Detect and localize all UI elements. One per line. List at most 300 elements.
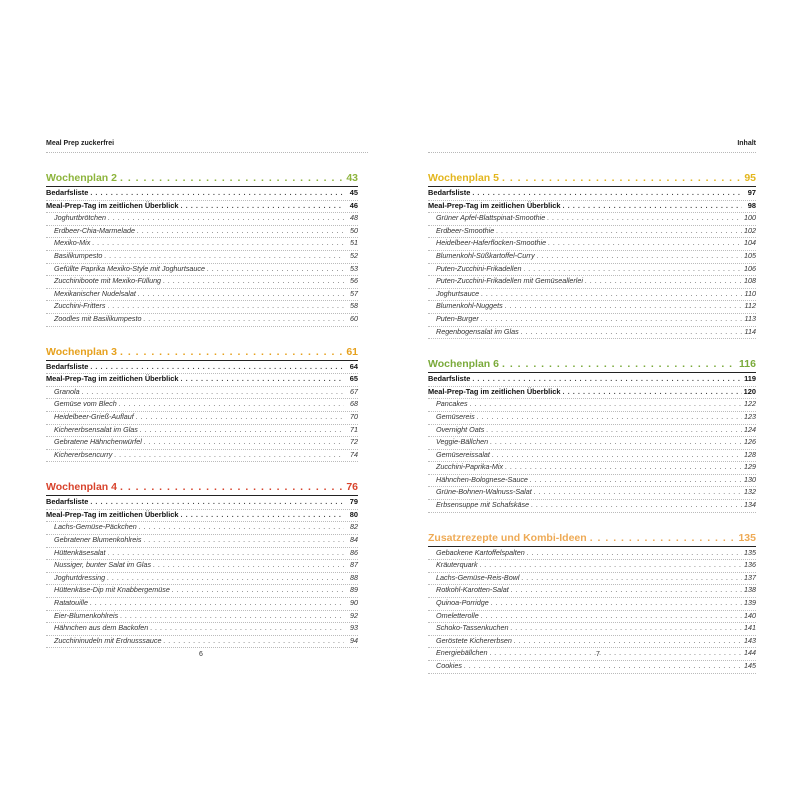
- toc-section-title: Wochenplan 4: [46, 481, 117, 494]
- toc-entry-page: 90: [350, 598, 358, 608]
- toc-entry-page: 84: [350, 535, 358, 545]
- toc-section-heading[interactable]: [46, 172, 358, 185]
- toc-entry-title: Heidelbeer-Grieß-Auflauf: [54, 411, 134, 421]
- toc-entry-title: Schoko-Tassenkuchen: [436, 623, 509, 633]
- toc-entry-page: 82: [350, 522, 358, 532]
- toc-entry-page: 50: [350, 225, 358, 235]
- toc-entry-page: 145: [744, 661, 756, 670]
- toc-section-heading[interactable]: [46, 346, 358, 359]
- dot-leader: [481, 314, 742, 323]
- toc-entry-recipe[interactable]: [428, 327, 756, 339]
- dot-leader: [480, 560, 742, 569]
- dot-leader: [502, 172, 741, 184]
- toc-entry-recipe[interactable]: [46, 301, 358, 313]
- toc-entry-recipe[interactable]: [46, 276, 358, 288]
- entry-divider: [46, 326, 358, 327]
- toc-entry-recipe[interactable]: [428, 238, 756, 250]
- section-divider: [46, 186, 358, 187]
- toc-entry-main[interactable]: [428, 201, 756, 213]
- toc-entry-page: 51: [350, 238, 358, 248]
- toc-section-page: 61: [346, 345, 358, 358]
- toc-entry-title: Hähnchen aus dem Backofen: [54, 623, 149, 633]
- toc-entry-page: 108: [744, 276, 756, 286]
- toc-entry-recipe[interactable]: [428, 213, 756, 225]
- toc-entry-recipe[interactable]: [428, 450, 756, 462]
- dot-leader: [527, 548, 742, 557]
- toc-entry-recipe[interactable]: [46, 264, 358, 276]
- toc-entry-title: Puten-Zucchini-Frikadellen: [436, 263, 522, 273]
- toc-section-page: 95: [744, 172, 756, 184]
- toc-entry-title: Zoodles mit Basilikumpesto: [54, 313, 142, 323]
- toc-section-page: 43: [346, 172, 358, 184]
- entry-divider: [428, 673, 756, 674]
- toc-entry-page: 114: [744, 326, 756, 336]
- toc-entry-title: Gebackene Kartoffelspalten: [436, 547, 525, 557]
- toc-entry-page: 46: [349, 200, 358, 210]
- toc-entry-main[interactable]: [46, 188, 358, 200]
- toc-entry-page: 94: [350, 635, 358, 645]
- toc-entry-title: Energiebällchen: [436, 648, 488, 658]
- toc-entry-page: 64: [349, 361, 358, 371]
- dot-leader: [472, 374, 742, 383]
- toc-entry-title: Gefüllte Paprika Mexiko-Style mit Joghurtsauce: [54, 263, 206, 273]
- toc-entry-page: 105: [744, 250, 756, 260]
- toc-entry-page: 93: [350, 623, 358, 633]
- toc-entry-page: 139: [744, 598, 756, 608]
- toc-entry-page: 136: [744, 560, 756, 570]
- toc-entry-recipe[interactable]: [46, 289, 358, 301]
- toc-entry-recipe[interactable]: [46, 522, 358, 534]
- toc-entry-recipe[interactable]: [428, 425, 756, 437]
- toc-entry-page: 104: [744, 238, 756, 248]
- toc-section-page: 116: [739, 358, 756, 371]
- toc-entry-recipe[interactable]: [428, 648, 756, 660]
- toc-entry-recipe[interactable]: [428, 500, 756, 512]
- toc-entry-title: Mexikanischer Nudelsalat: [54, 288, 136, 298]
- dot-leader: [563, 201, 742, 210]
- toc-entry-page: 74: [350, 449, 358, 459]
- toc-entry-page: 120: [743, 386, 756, 396]
- toc-entry-recipe[interactable]: [428, 399, 756, 411]
- dot-leader: [104, 251, 344, 260]
- toc-entry-title: Pancakes: [436, 399, 468, 409]
- toc-entry-page: 138: [744, 585, 756, 595]
- toc-entry-title: Kichererbsencurry: [54, 449, 113, 459]
- entry-divider: [46, 461, 358, 462]
- dot-leader: [143, 314, 344, 323]
- toc-entry-recipe[interactable]: [428, 636, 756, 648]
- toc-entry-title: Bedarfsliste: [428, 188, 471, 197]
- dot-leader: [511, 585, 742, 594]
- dot-leader: [172, 585, 344, 594]
- toc-entry-title: Puten-Zucchini-Frikadellen mit Gemüseallerlei: [436, 276, 583, 286]
- dot-leader: [470, 399, 742, 408]
- toc-entry-title: Heidelbeer-Haferflocken-Smoothie: [436, 238, 547, 248]
- toc-entry-page: 57: [350, 288, 358, 298]
- toc-entry-recipe[interactable]: [428, 314, 756, 326]
- header-divider: [46, 152, 368, 153]
- toc-entry-title: Gemüsereis: [436, 411, 475, 421]
- toc-entry-title: Bedarfsliste: [46, 497, 89, 507]
- toc-entry-title: Bedarfsliste: [428, 374, 471, 384]
- dot-leader: [82, 387, 344, 396]
- toc-entry-page: 97: [747, 188, 756, 197]
- dot-leader: [477, 412, 742, 421]
- toc-column-right: [428, 172, 756, 674]
- page-number-left: 6: [199, 651, 203, 658]
- toc-entry-page: 86: [350, 547, 358, 557]
- dot-leader: [505, 462, 742, 471]
- toc-entry-page: 72: [350, 437, 358, 447]
- dot-leader: [181, 374, 344, 383]
- toc-entry-title: Gemüsereissalat: [436, 449, 490, 459]
- toc-entry-page: 68: [350, 399, 358, 409]
- toc-entry-recipe[interactable]: [428, 251, 756, 263]
- toc-entry-page: 87: [350, 560, 358, 570]
- toc-entry-title: Geröstete Kichererbsen: [436, 635, 512, 645]
- toc-entry-page: 52: [350, 250, 358, 260]
- dot-leader: [137, 226, 344, 235]
- dot-leader: [505, 301, 742, 310]
- toc-entry-title: Veggie-Bällchen: [436, 437, 489, 447]
- dot-leader: [120, 481, 343, 493]
- toc-entry-page: 130: [744, 474, 756, 484]
- dot-leader: [481, 289, 742, 298]
- toc-entry-recipe[interactable]: [428, 475, 756, 487]
- toc-entry-title: Erdbeer-Chia-Marmelade: [54, 225, 135, 235]
- toc-entry-recipe[interactable]: [428, 437, 756, 449]
- dot-leader: [490, 648, 742, 657]
- toc-entry-title: Mexiko-Mix: [54, 238, 91, 248]
- toc-entry-page: 137: [744, 572, 756, 582]
- toc-entry-title: Hähnchen-Bolognese-Sauce: [436, 474, 528, 484]
- toc-entry-title: Gemüse vom Blech: [54, 399, 117, 409]
- toc-entry-title: Zucchini-Paprika-Mix: [436, 462, 504, 472]
- dot-leader: [486, 425, 742, 434]
- dot-leader: [510, 623, 742, 632]
- toc-entry-title: Basilikumpesto: [54, 250, 103, 260]
- toc-entry-page: 48: [350, 213, 358, 223]
- dot-leader: [563, 387, 742, 396]
- toc-entry-main[interactable]: [428, 188, 756, 200]
- toc-entry-title: Eier-Blumenkohlreis: [54, 610, 119, 620]
- toc-entry-page: 53: [350, 263, 358, 273]
- running-header-book-title: Meal Prep zuckerfrei: [46, 140, 115, 147]
- toc-section: [428, 172, 756, 339]
- dot-leader: [90, 362, 344, 371]
- section-divider: [428, 372, 756, 373]
- toc-entry-page: 112: [744, 301, 756, 311]
- toc-entry-recipe[interactable]: [428, 611, 756, 623]
- toc-entry-title: Quinoa-Porridge: [436, 598, 489, 608]
- toc-entry-title: Kichererbsensalat im Glas: [54, 424, 138, 434]
- toc-entry-page: 129: [744, 462, 756, 472]
- toc-entry-title: Meal-Prep-Tag im zeitlichen Überblick: [46, 374, 179, 384]
- dot-leader: [108, 213, 344, 222]
- toc-entry-recipe[interactable]: [46, 412, 358, 424]
- toc-entry-recipe[interactable]: [428, 585, 756, 597]
- running-header-contents: Inhalt: [737, 140, 756, 147]
- dot-leader: [521, 327, 742, 336]
- dot-leader: [90, 598, 344, 607]
- toc-entry-recipe[interactable]: [46, 387, 358, 399]
- toc-entry-title: Joghurtsauce: [436, 288, 480, 298]
- toc-entry-title: Rotkohl-Karotten-Salat: [436, 585, 509, 595]
- toc-entry-title: Meal-Prep-Tag im zeitlichen Überblick: [428, 200, 561, 210]
- dot-leader: [108, 548, 344, 557]
- dot-leader: [496, 226, 742, 235]
- toc-entry-main[interactable]: [46, 362, 358, 374]
- toc-entry-page: 132: [744, 487, 756, 497]
- toc-entry-title: Zucchiniboote mit Mexiko-Füllung: [54, 276, 162, 286]
- dot-leader: [514, 636, 742, 645]
- toc-entry-title: Cookies: [436, 661, 462, 670]
- toc-entry-page: 141: [744, 623, 756, 633]
- toc-entry-title: Zucchini-Fritters: [54, 301, 106, 311]
- dot-leader: [136, 412, 344, 421]
- dot-leader: [472, 188, 742, 197]
- dot-leader: [120, 611, 344, 620]
- toc-entry-recipe[interactable]: [46, 437, 358, 449]
- toc-section-title: Zusatzrezepte und Kombi-Ideen: [428, 531, 587, 544]
- page-number-right: 7: [596, 651, 600, 658]
- toc-entry-page: 110: [744, 288, 756, 298]
- toc-entry-recipe[interactable]: [46, 573, 358, 585]
- toc-entry-title: Meal-Prep-Tag im zeitlichen Überblick: [428, 386, 561, 396]
- toc-entry-recipe[interactable]: [428, 598, 756, 610]
- toc-entry-main[interactable]: [46, 374, 358, 386]
- dot-leader: [530, 475, 742, 484]
- toc-entry-recipe[interactable]: [46, 636, 358, 648]
- toc-entry-title: Bedarfsliste: [46, 188, 89, 197]
- toc-entry-title: Gebratene Hähnchenwürfel: [54, 437, 142, 447]
- toc-entry-page: 123: [744, 411, 756, 421]
- toc-entry-page: 92: [350, 610, 358, 620]
- toc-entry-page: 140: [744, 610, 756, 620]
- toc-entry-recipe[interactable]: [46, 560, 358, 572]
- dot-leader: [144, 437, 344, 446]
- dot-leader: [153, 560, 344, 569]
- toc-section-title: Wochenplan 5: [428, 172, 499, 184]
- toc-entry-recipe[interactable]: [428, 276, 756, 288]
- toc-entry-recipe[interactable]: [428, 560, 756, 572]
- toc-entry-title: Kräuterquark: [436, 560, 478, 570]
- dot-leader: [120, 346, 343, 358]
- dot-leader: [548, 238, 742, 247]
- toc-entry-main[interactable]: [46, 510, 358, 522]
- dot-leader: [138, 289, 344, 298]
- section-divider: [46, 495, 358, 496]
- toc-entry-page: 126: [744, 437, 756, 447]
- toc-entry-page: 100: [744, 213, 756, 223]
- dot-leader: [547, 213, 742, 222]
- toc-entry-title: Overnight Oats: [436, 424, 485, 434]
- dot-leader: [144, 535, 345, 544]
- toc-section-page: 135: [738, 531, 756, 544]
- toc-entry-page: 143: [744, 635, 756, 645]
- toc-entry-title: Erdbeer-Smoothie: [436, 225, 495, 235]
- dot-leader: [163, 276, 344, 285]
- toc-entry-title: Joghurtbrötchen: [54, 213, 106, 223]
- toc-entry-page: 70: [350, 411, 358, 421]
- toc-entry-title: Omeletterolle: [436, 610, 479, 620]
- header-divider: [428, 152, 756, 153]
- toc-entry-title: Grüner Apfel-Blattspinat-Smoothie: [436, 213, 546, 223]
- dot-leader: [481, 611, 742, 620]
- toc-entry-main[interactable]: [428, 387, 756, 399]
- toc-entry-page: 106: [744, 263, 756, 273]
- toc-entry-title: Granola: [54, 386, 80, 396]
- toc-entry-title: Blumenkohl-Süßkartoffel-Curry: [436, 250, 535, 260]
- toc-entry-recipe[interactable]: [46, 314, 358, 326]
- toc-entry-title: Meal-Prep-Tag im zeitlichen Überblick: [46, 509, 179, 519]
- toc-entry-title: Meal-Prep-Tag im zeitlichen Überblick: [46, 200, 179, 210]
- toc-entry-title: Ratatouille: [54, 598, 88, 608]
- dot-leader: [163, 636, 344, 645]
- dot-leader: [490, 437, 742, 446]
- dot-leader: [537, 251, 742, 260]
- toc-entry-page: 45: [349, 188, 358, 197]
- toc-entry-title: Erbsensuppe mit Schafskäse: [436, 500, 530, 510]
- toc-entry-main[interactable]: [46, 201, 358, 213]
- toc-section-title: Wochenplan 3: [46, 345, 117, 358]
- toc-entry-page: 88: [350, 572, 358, 582]
- toc-entry-page: 135: [744, 547, 756, 557]
- toc-section: [46, 172, 358, 327]
- toc-entry-recipe[interactable]: [428, 289, 756, 301]
- toc-section: [46, 481, 358, 648]
- dot-leader: [492, 450, 742, 459]
- toc-entry-recipe[interactable]: [428, 462, 756, 474]
- toc-entry-title: Lachs-Gemüse-Päckchen: [54, 522, 137, 532]
- section-divider: [428, 186, 756, 187]
- dot-leader: [140, 425, 344, 434]
- right-page: [400, 0, 800, 800]
- toc-entry-recipe[interactable]: [428, 226, 756, 238]
- toc-entry-title: Hüttenkäse-Dip mit Knabbergemüse: [54, 585, 170, 595]
- toc-entry-recipe[interactable]: [46, 238, 358, 250]
- toc-entry-recipe[interactable]: [46, 226, 358, 238]
- entry-divider: [428, 338, 756, 339]
- toc-entry-page: 65: [349, 374, 358, 384]
- dot-leader: [585, 276, 742, 285]
- toc-entry-page: 56: [350, 276, 358, 286]
- toc-section-title: Wochenplan 2: [46, 172, 117, 184]
- toc-section-heading[interactable]: [46, 481, 358, 494]
- toc-section: [46, 346, 358, 463]
- toc-entry-recipe[interactable]: [428, 548, 756, 560]
- toc-entry-title: Nussiger, bunter Salat im Glas: [54, 560, 152, 570]
- dot-leader: [108, 301, 344, 310]
- toc-entry-recipe[interactable]: [46, 450, 358, 462]
- toc-entry-main[interactable]: [428, 374, 756, 386]
- toc-entry-title: Bedarfsliste: [46, 361, 89, 371]
- toc-entry-page: 71: [350, 424, 358, 434]
- dot-leader: [92, 238, 344, 247]
- toc-entry-page: 128: [744, 449, 756, 459]
- toc-entry-recipe[interactable]: [428, 487, 756, 499]
- toc-entry-title: Grüne-Bohnen-Walnuss-Salat: [436, 487, 532, 497]
- toc-entry-recipe[interactable]: [46, 535, 358, 547]
- entry-divider: [428, 512, 756, 513]
- dot-leader: [531, 500, 742, 509]
- toc-entry-recipe[interactable]: [46, 611, 358, 623]
- dot-leader: [502, 358, 736, 370]
- toc-section-heading[interactable]: [428, 172, 756, 185]
- toc-entry-recipe[interactable]: [46, 548, 358, 560]
- dot-leader: [90, 497, 344, 506]
- toc-entry-title: Joghurtdressing: [54, 572, 106, 582]
- toc-entry-title: Puten-Burger: [436, 313, 479, 323]
- toc-entry-main[interactable]: [46, 497, 358, 509]
- toc-entry-recipe[interactable]: [46, 399, 358, 411]
- toc-section: [428, 532, 756, 674]
- toc-section-page: 76: [346, 481, 358, 494]
- toc-entry-title: Blumenkohl-Nuggets: [436, 301, 503, 311]
- toc-entry-page: 89: [350, 585, 358, 595]
- dot-leader: [120, 172, 343, 184]
- dot-leader: [207, 264, 344, 273]
- toc-entry-page: 79: [349, 497, 358, 507]
- toc-entry-recipe[interactable]: [46, 425, 358, 437]
- toc-entry-recipe[interactable]: [46, 585, 358, 597]
- toc-entry-recipe[interactable]: [428, 412, 756, 424]
- toc-entry-page: 60: [350, 313, 358, 323]
- toc-entry-recipe[interactable]: [428, 264, 756, 276]
- toc-entry-page: 113: [744, 313, 756, 323]
- toc-entry-page: 144: [744, 648, 756, 658]
- dot-leader: [150, 623, 344, 632]
- dot-leader: [181, 201, 344, 210]
- toc-column-left: [46, 172, 358, 648]
- toc-entry-page: 124: [744, 424, 756, 434]
- dot-leader: [590, 532, 736, 544]
- toc-entry-recipe[interactable]: [428, 301, 756, 313]
- toc-entry-page: 98: [747, 200, 756, 210]
- toc-entry-title: Regenbogensalat im Glas: [436, 326, 519, 336]
- toc-entry-title: Zucchininudeln mit Erdnusssauce: [54, 635, 162, 645]
- toc-entry-title: Lachs-Gemüse-Reis-Bowl: [436, 572, 520, 582]
- toc-entry-recipe[interactable]: [46, 598, 358, 610]
- toc-entry-recipe[interactable]: [46, 251, 358, 263]
- toc-entry-page: 119: [744, 374, 756, 384]
- toc-entry-page: 67: [350, 386, 358, 396]
- section-divider: [428, 546, 756, 547]
- dot-leader: [139, 522, 344, 531]
- toc-entry-page: 80: [349, 509, 358, 519]
- toc-entry-page: 102: [744, 225, 756, 235]
- toc-entry-title: Gebratener Blumenkohlreis: [54, 535, 142, 545]
- dot-leader: [114, 450, 344, 459]
- dot-leader: [464, 661, 742, 670]
- toc-entry-page: 122: [744, 399, 756, 409]
- dot-leader: [491, 598, 742, 607]
- dot-leader: [534, 487, 742, 496]
- toc-entry-recipe[interactable]: [46, 213, 358, 225]
- toc-section-heading[interactable]: [428, 358, 756, 371]
- toc-entry-title: Hüttenkäsesalat: [54, 547, 106, 557]
- entry-divider: [46, 647, 358, 648]
- toc-entry-recipe[interactable]: [428, 623, 756, 635]
- toc-entry-recipe[interactable]: [428, 661, 756, 673]
- toc-section-title: Wochenplan 6: [428, 358, 499, 371]
- toc-entry-recipe[interactable]: [428, 573, 756, 585]
- toc-section-heading[interactable]: [428, 532, 756, 545]
- dot-leader: [524, 264, 743, 273]
- dot-leader: [119, 399, 344, 408]
- toc-entry-recipe[interactable]: [46, 623, 358, 635]
- dot-leader: [181, 510, 344, 519]
